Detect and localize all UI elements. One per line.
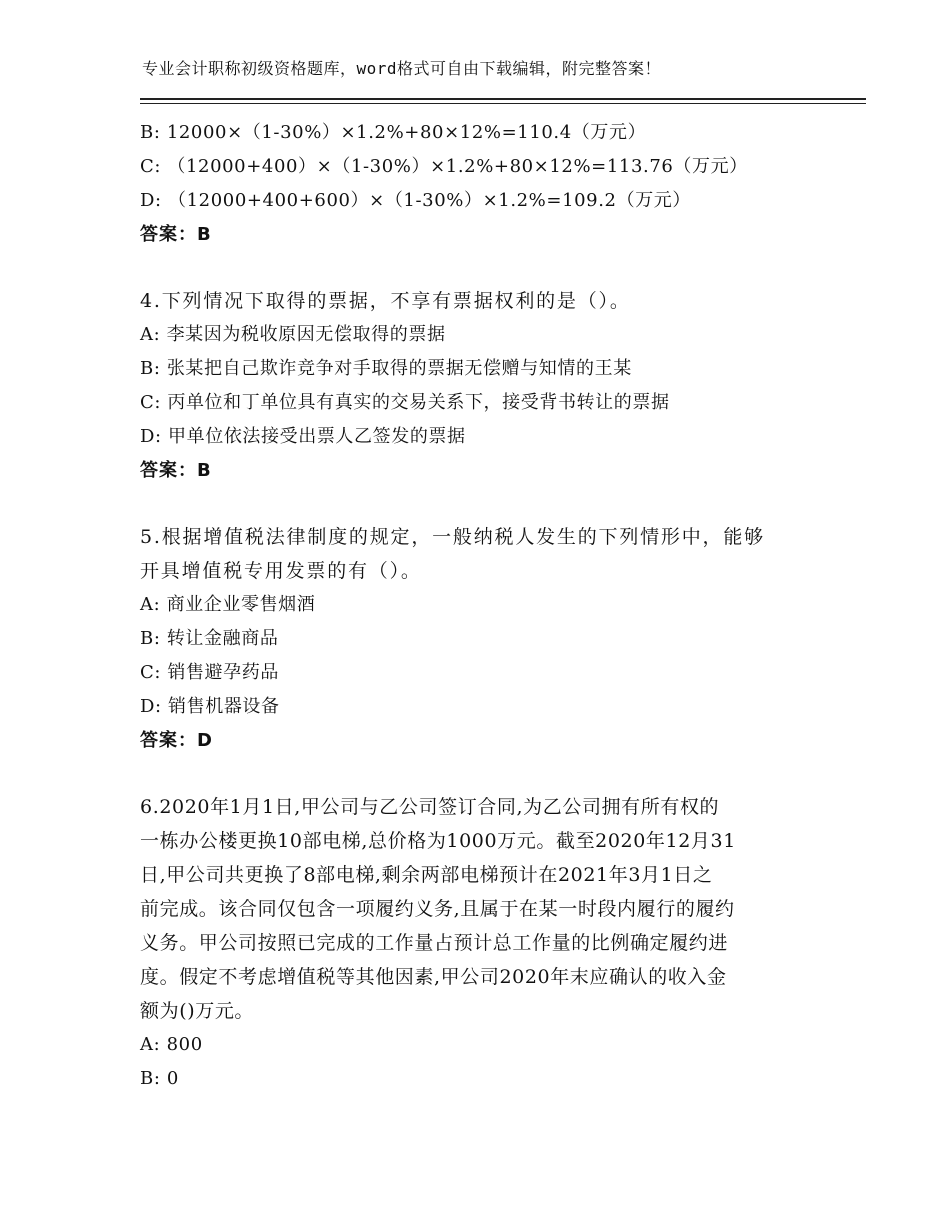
q6-stem-line-6: 度。假定不考虑增值税等其他因素,甲公司2020年末应确认的收入金 <box>140 966 727 988</box>
q5-option-c: C: 销售避孕药品 <box>140 662 279 683</box>
q6-option-b: B: 0 <box>140 1068 179 1089</box>
q6-stem-line-1: 6.2020年1月1日,甲公司与乙公司签订合同,为乙公司拥有所有权的 <box>140 796 720 818</box>
q6-stem-line-3: 日,甲公司共更换了8部电梯,剩余两部电梯预计在2021年3月1日之 <box>140 864 713 886</box>
q6-stem-line-4: 前完成。该合同仅包含一项履约义务,且属于在某一时段内履行的履约 <box>140 898 735 920</box>
header-rule-thin <box>140 103 866 104</box>
page-header: 专业会计职称初级资格题库，word格式可自由下载编辑，附完整答案！ <box>142 59 662 78</box>
q4-answer: 答案：B <box>140 460 212 481</box>
q6-option-a: A: 800 <box>140 1034 203 1055</box>
q4-option-d: D: 甲单位依法接受出票人乙签发的票据 <box>140 426 466 447</box>
q5-option-b: B: 转让金融商品 <box>140 628 279 649</box>
q5-option-a: A: 商业企业零售烟酒 <box>140 594 316 615</box>
q3-option-b: B: 12000×（1-30%）×1.2%+80×12%=110.4（万元） <box>140 122 647 143</box>
q5-option-d: D: 销售机器设备 <box>140 696 280 717</box>
q5-stem-line-2: 开具增值税专用发票的有（）。 <box>140 560 422 582</box>
q4-option-c: C: 丙单位和丁单位具有真实的交易关系下，接受背书转让的票据 <box>140 392 670 413</box>
q6-stem-line-2: 一栋办公楼更换10部电梯,总价格为1000万元。截至2020年12月31 <box>140 830 736 852</box>
q4-stem: 4.下列情况下取得的票据，不享有票据权利的是（）。 <box>140 290 631 312</box>
q5-stem-line-1: 5.根据增值税法律制度的规定，一般纳税人发生的下列情形中，能够 <box>140 526 765 548</box>
q4-option-a: A: 李某因为税收原因无偿取得的票据 <box>140 324 446 345</box>
q3-option-c: C: （12000+400）×（1-30%）×1.2%+80×12%=113.76（万元） <box>140 156 748 177</box>
q5-answer: 答案：D <box>140 730 213 751</box>
q4-option-b: B: 张某把自己欺诈竞争对手取得的票据无偿赠与知情的王某 <box>140 358 632 379</box>
question-content <box>140 116 840 1096</box>
q3-answer: 答案：B <box>140 224 212 245</box>
header-rule-thick <box>140 98 866 100</box>
q6-stem-line-7: 额为()万元。 <box>140 1000 255 1022</box>
q3-option-d: D: （12000+400+600）×（1-30%）×1.2%=109.2（万元） <box>140 190 692 211</box>
q6-stem-line-5: 义务。甲公司按照已完成的工作量占预计总工作量的比例确定履约进 <box>140 932 729 954</box>
